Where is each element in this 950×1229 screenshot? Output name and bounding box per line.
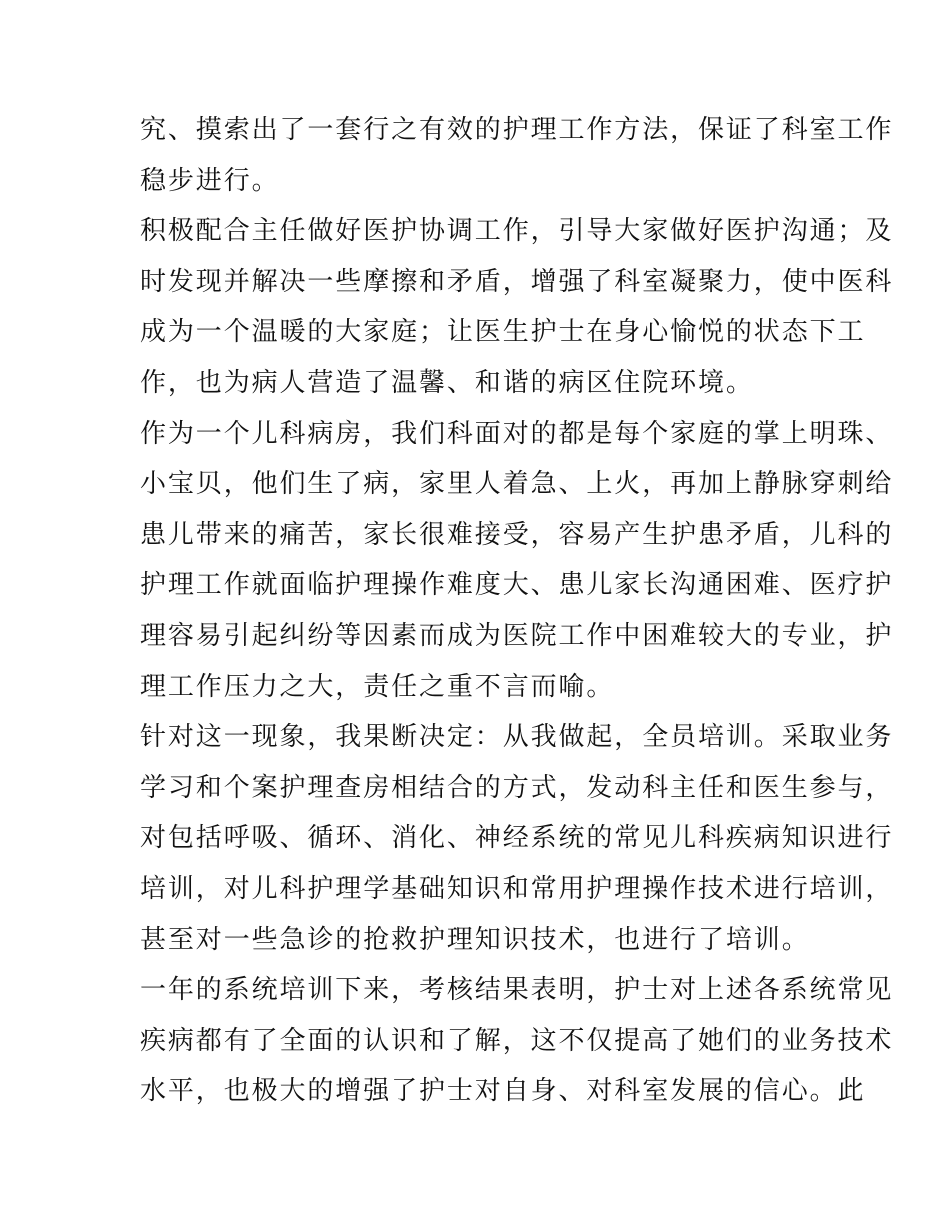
text-line: 稳步进行。 [140, 165, 280, 196]
document-body [140, 105, 894, 1117]
text-line: 护理工作就面临护理操作难度大、患儿家长沟通困难、医疗护 [140, 570, 894, 601]
text-line: 究、摸索出了一套行之有效的护理工作方法，保证了科室工作 [140, 115, 894, 145]
text-line: 理容易引起纠纷等因素而成为医院工作中困难较大的专业，护 [140, 620, 894, 651]
text-line: 学习和个案护理查房相结合的方式，发动科主任和医生参与， [140, 772, 894, 803]
text-line: 理工作压力之大，责任之重不言而喻。 [140, 671, 615, 702]
text-line: 成为一个温暖的大家庭；让医生护士在身心愉悦的状态下工 [140, 317, 866, 348]
text-line: 时发现并解决一些摩擦和矛盾，增强了科室凝聚力，使中医科 [140, 266, 894, 297]
text-line: 水平，也极大的增强了护士对自身、对科室发展的信心。此 [140, 1076, 866, 1107]
text-line: 针对这一现象，我果断决定：从我做起，全员培训。采取业务 [140, 722, 894, 753]
text-line: 甚至对一些急诊的抢救护理知识技术，也进行了培训。 [140, 924, 810, 955]
text-line: 对包括呼吸、循环、消化、神经系统的常见儿科疾病知识进行 [140, 823, 894, 854]
text-line: 培训，对儿科护理学基础知识和常用护理操作技术进行培训， [140, 873, 894, 904]
text-line: 作为一个儿科病房，我们科面对的都是每个家庭的掌上明珠、 [140, 418, 894, 449]
text-line: 作，也为病人营造了温馨、和谐的病区住院环境。 [140, 367, 754, 398]
text-line: 患儿带来的痛苦，家长很难接受，容易产生护患矛盾，儿科的 [140, 519, 894, 550]
text-line: 疾病都有了全面的认识和了解，这不仅提高了她们的业务技术 [140, 1025, 894, 1056]
text-line: 一年的系统培训下来，考核结果表明，护士对上述各系统常见 [140, 975, 894, 1006]
text-line: 积极配合主任做好医护协调工作，引导大家做好医护沟通；及 [140, 216, 894, 247]
text-line: 小宝贝，他们生了病，家里人着急、上火，再加上静脉穿刺给 [140, 469, 894, 500]
